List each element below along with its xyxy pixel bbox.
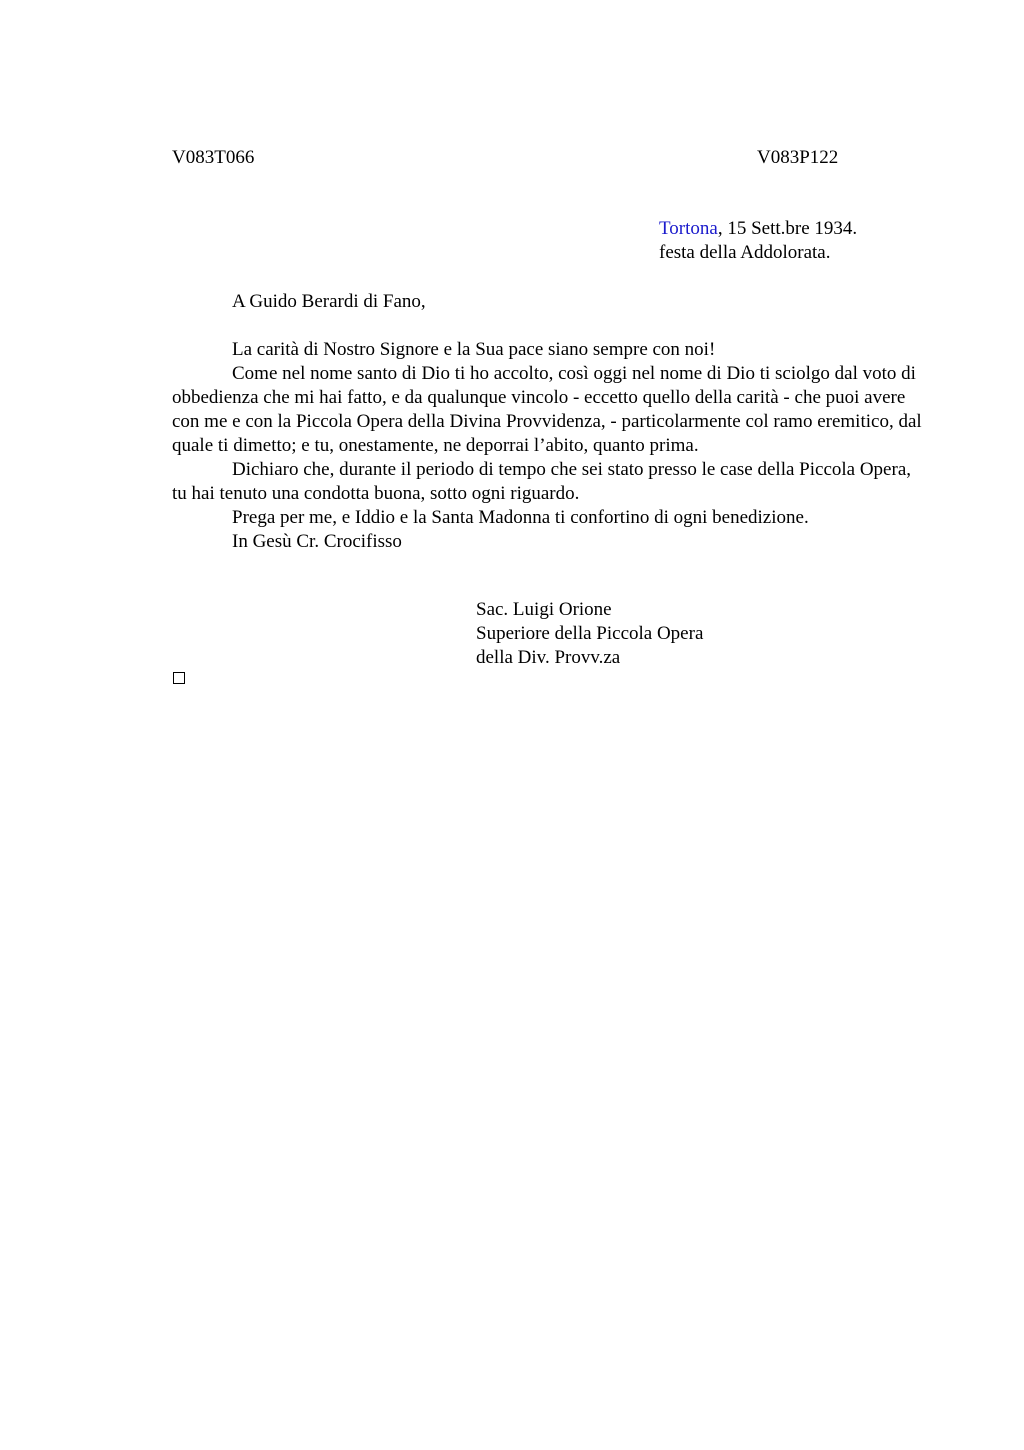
signature-block: [476, 598, 703, 670]
date-text: , 15 Sett.bre 1934.: [717, 218, 858, 239]
signature-title-line2: della Div. Provv.za: [476, 647, 621, 668]
feast-line: festa della Addolorata.: [659, 242, 831, 263]
letter-body: [172, 338, 924, 554]
document-code-right: V083P122: [757, 147, 839, 168]
paragraph-closing: In Gesù Cr. Crocifisso: [232, 531, 402, 552]
letter-greeting: A Guido Berardi di Fano,: [232, 291, 426, 312]
paragraph-release: Come nel nome santo di Dio ti ho accolto, così oggi nel nome di Dio ti sciolgo dal voto di obbedienza che mi hai fatto, e da qualunque vincolo - eccetto quello della carità - che puoi avere con me e con la Piccola Opera della Divina Provvidenza, - particolarmente col ramo eremitico, dal quale ti dimetto; e tu, onestamente, ne deporrai l’abito, quanto prima.: [172, 363, 922, 456]
date-block: [659, 217, 857, 265]
signature-name: Sac. Luigi Orione: [476, 599, 612, 620]
checkbox-square-icon: [173, 672, 185, 684]
place-name: Tortona: [659, 218, 718, 239]
paragraph-blessing: La carità di Nostro Signore e la Sua pace siano sempre con noi!: [232, 339, 716, 360]
paragraph-prayer: Prega per me, e Iddio e la Santa Madonna ti confortino di ogni benedizione.: [232, 507, 809, 528]
signature-title-line1: Superiore della Piccola Opera: [476, 623, 704, 644]
document-code-left: V083T066: [172, 147, 255, 168]
date-line: [659, 217, 857, 241]
paragraph-conduct: Dichiaro che, durante il periodo di tempo che sei stato presso le case della Piccola Opera, tu hai tenuto una condotta buona, sotto ogni riguardo.: [172, 459, 911, 504]
